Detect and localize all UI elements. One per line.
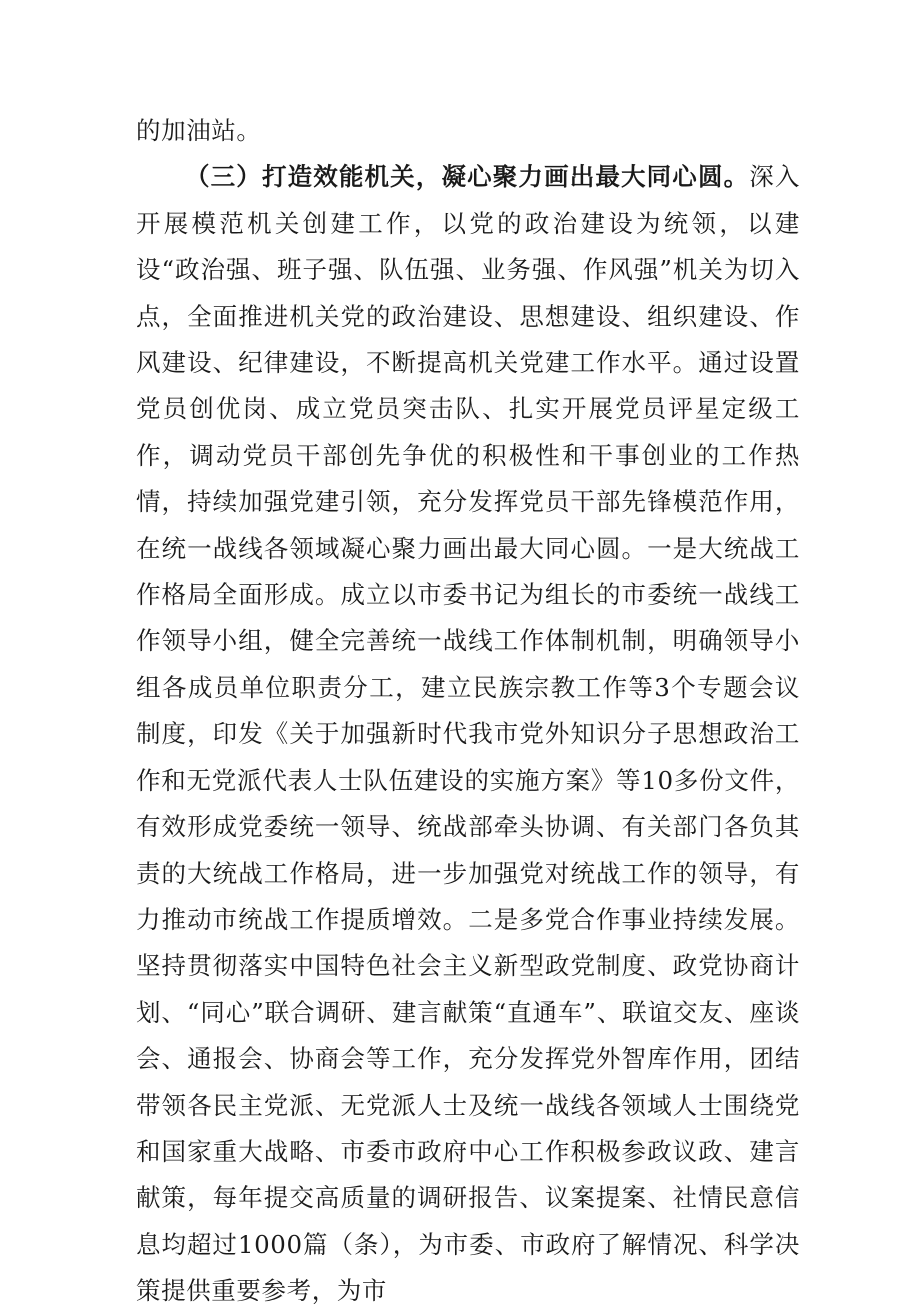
continuation-paragraph bbox=[136, 108, 800, 154]
body-text bbox=[136, 108, 800, 1315]
section-body: 深入开展模范机关创建工作，以党的政治建设为统领，以建设“政治强、班子强、队伍强、业务强、作风强”机关为切入点，全面推进机关党的政治建设、思想建设、组织建设、作风建设、纪律建设，不断提高机关党建工作水平。通过设置党员创优岗、成立党员突击队、扎实开展党员评星定级工作，调动党员干部创先争优的积极性和干事创业的工作热情，持续加强党建引领，充分发挥党员干部先锋模范作用，在统一战线各领域凝心聚力画出最大同心圆。一是大统战工作格局全面形成。成立以市委书记为组长的市委统一战线工作领导小组，健全完善统一战线工作体制机制，明确领导小组各成员单位职责分工，建立民族宗教工作等3个专题会议制度，印发《关于加强新时代我市党外知识分子思想政治工作和无党派代表人士队伍建设的实施方案》等10多份文件，有效形成党委统一领导、统战部牵头协调、有关部门各负其责的大统战工作格局，进一步加强党对统战工作的领导，有力推动市统战工作提质增效。二是多党合作事业持续发展。坚持贯彻落实中国特色社会主义新型政党制度、政党协商计划、“同心”联合调研、建言献策“直通车”、联谊交友、座谈会、通报会、协商会等工作，充分发挥党外智库作用，团结带领各民主党派、无党派人士及统一战线各领域人士围绕党和国家重大战略、市委市政府中心工作积极参政议政、建言献策，每年提交高质量的调研报告、议案提案、社情民意信息均超过1000篇（条），为市委、市政府了解情况、科学决策提供重要参考，为市 bbox=[136, 162, 800, 1306]
continuation-text: 的加油站。 bbox=[136, 116, 262, 145]
section-paragraph bbox=[136, 154, 800, 1314]
section-heading: （三）打造效能机关，凝心聚力画出最大同心圆。 bbox=[185, 162, 750, 192]
